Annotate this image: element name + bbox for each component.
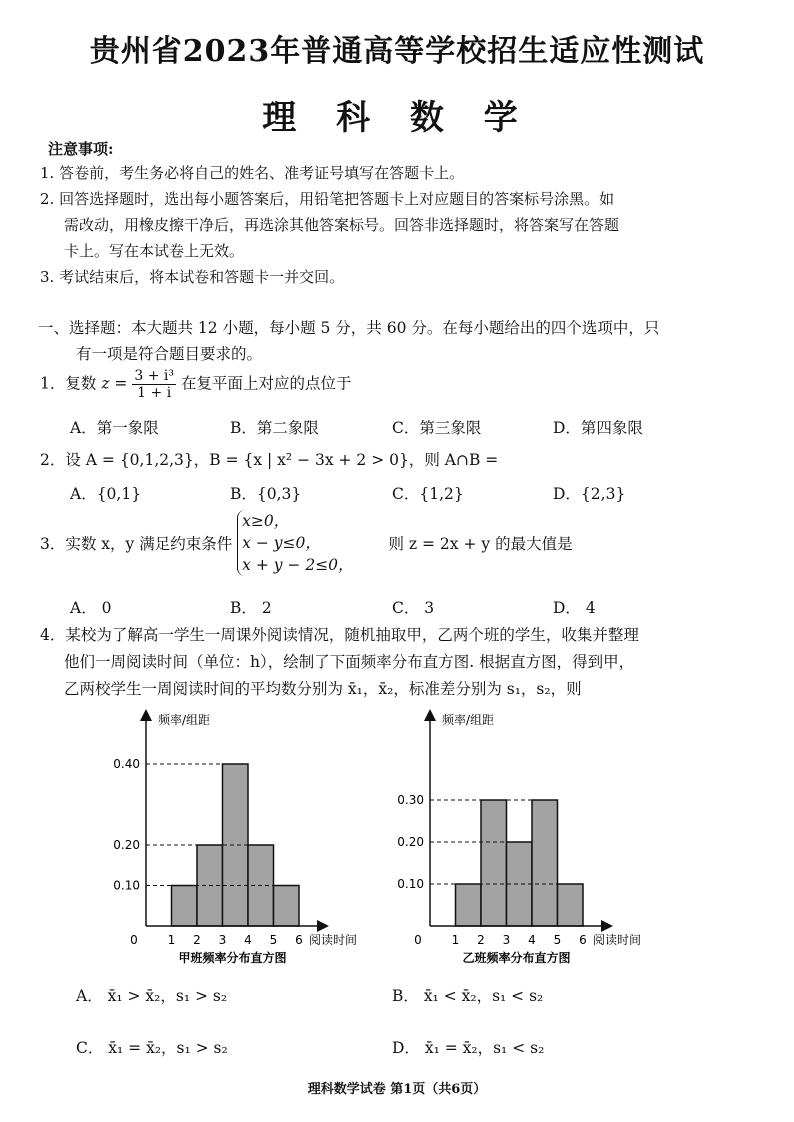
- question-1: 1．复数 z = $\frac{\text{3 + i³}}{1 + i}$ 在复平面上对应的点位于: [40, 368, 352, 401]
- y-tick-label: 0.10: [113, 878, 140, 893]
- x-tick-label: 2: [477, 933, 485, 947]
- page-footer: 理科数学试卷 第1页（共6页）: [307, 1082, 487, 1097]
- y-tick-label: 0.30: [397, 793, 424, 807]
- x-tick-label: 4: [244, 933, 252, 947]
- x-tick-label: 5: [553, 933, 562, 947]
- section-heading-cont: 有一项是符合题目要求的。: [76, 345, 263, 363]
- x-tick-label: 2: [193, 933, 201, 947]
- histogram-bar: [456, 884, 482, 926]
- option-a: A．第一象限: [70, 419, 159, 437]
- x-tick-label: 1: [167, 933, 176, 947]
- exam-subject: 理 科 数 学: [262, 98, 532, 138]
- y-tick-label: 0.20: [397, 835, 424, 849]
- x-tick-label: 5: [269, 933, 278, 947]
- histogram-bar: [532, 800, 558, 926]
- x-tick-label: 1: [451, 933, 460, 947]
- section-heading: 一、选择题：本大题共 12 小题，每小题 5 分，共 60 分。在每小题给出的四个选项中，只: [38, 319, 660, 337]
- option-d: D．第四象限: [553, 419, 643, 437]
- option-c: C．第三象限: [392, 419, 482, 437]
- option-b: B． x̄₁ < x̄₂，s₁ < s₂: [392, 987, 544, 1005]
- x-tick-label: 3: [502, 933, 511, 947]
- option-a: A． 0: [70, 599, 112, 617]
- y-axis-label: 频率/组距: [158, 713, 211, 727]
- histogram-class-a: [80, 708, 400, 970]
- x-tick-label: 0: [414, 933, 422, 947]
- question-2: 2．设 A = {0,1,2,3}，B = {x | x² − 3x + 2 > 0}，则 A∩B =: [40, 451, 499, 469]
- option-c: C． 3: [392, 599, 435, 617]
- histogram-bar: [274, 886, 300, 927]
- notice-heading: 注意事项:: [48, 140, 114, 158]
- option-d: D． 4: [553, 599, 596, 617]
- notice-item: 需改动，用橡皮擦干净后，再选涂其他答案标号。回答非选择题时，将答案写在答题: [64, 216, 620, 234]
- question-4-line: 4．某校为了解高一学生一周课外阅读情况，随机抽取甲，乙两个班的学生，收集并整理: [40, 626, 639, 644]
- histogram-bar: [172, 886, 198, 927]
- x-tick-label: 4: [528, 933, 536, 947]
- option-b: B．{0,3}: [230, 485, 302, 503]
- option-d: D． x̄₁ = x̄₂，s₁ < s₂: [392, 1039, 545, 1057]
- x-tick-label: 0: [130, 933, 138, 947]
- histogram-class-b: [397, 708, 700, 970]
- y-tick-label: 0.40: [113, 757, 140, 771]
- x-tick-label: 3: [218, 933, 227, 947]
- question-3: 3．实数 x，y 满足约束条件 x≥0， x − y≤0， x + y − 2≤0， 则 z = 2x + y 的最大值是: [40, 512, 573, 574]
- question-4-line: 他们一周阅读时间（单位：h），绘制了下面频率分布直方图. 根据直方图，得到甲，: [64, 653, 635, 671]
- y-axis-label: 频率/组距: [442, 713, 495, 727]
- x-axis-label: 阅读时间: [593, 933, 642, 947]
- notice-item: 1. 答卷前，考生务必将自己的姓名、准考证号填写在答题卡上。: [40, 164, 465, 182]
- x-axis-label: 阅读时间: [309, 933, 358, 947]
- x-tick-label: 6: [579, 933, 587, 947]
- notice-item: 2. 回答选择题时，选出每小题答案后，用铅笔把答题卡上对应题目的答案标号涂黑。如: [40, 190, 615, 208]
- fraction: $\frac{\text{3 + i³}}{1 + i}$: [134, 368, 174, 401]
- constraint-system: x≥0， x − y≤0， x + y − 2≤0，: [237, 510, 353, 576]
- option-c: C． x̄₁ = x̄₂，s₁ > s₂: [76, 1039, 228, 1057]
- histogram-bar: [558, 884, 584, 926]
- option-b: B．第二象限: [230, 419, 319, 437]
- question-4-line: 乙两校学生一周阅读时间的平均数分别为 x̄₁，x̄₂，标准差分别为 s₁，s₂，则: [64, 680, 582, 698]
- option-a: A．{0,1}: [70, 485, 142, 503]
- option-d: D．{2,3}: [553, 485, 626, 503]
- histogram-bar: [481, 800, 507, 926]
- option-c: C．{1,2}: [392, 485, 464, 503]
- option-b: B． 2: [230, 599, 272, 617]
- notice-item: 卡上。写在本试卷上无效。: [64, 242, 245, 260]
- chart-title: 乙班频率分布直方图: [462, 951, 571, 965]
- y-tick-label: 0.20: [113, 838, 140, 852]
- chart-title: 甲班频率分布直方图: [178, 951, 287, 965]
- option-a: A． x̄₁ > x̄₂，s₁ > s₂: [76, 987, 228, 1005]
- exam-title: 贵州省2023年普通高等学校招生适应性测试: [89, 34, 705, 69]
- notice-item: 3. 考试结束后，将本试卷和答题卡一并交回。: [40, 268, 345, 286]
- x-tick-label: 6: [295, 933, 303, 947]
- y-tick-label: 0.10: [397, 877, 424, 891]
